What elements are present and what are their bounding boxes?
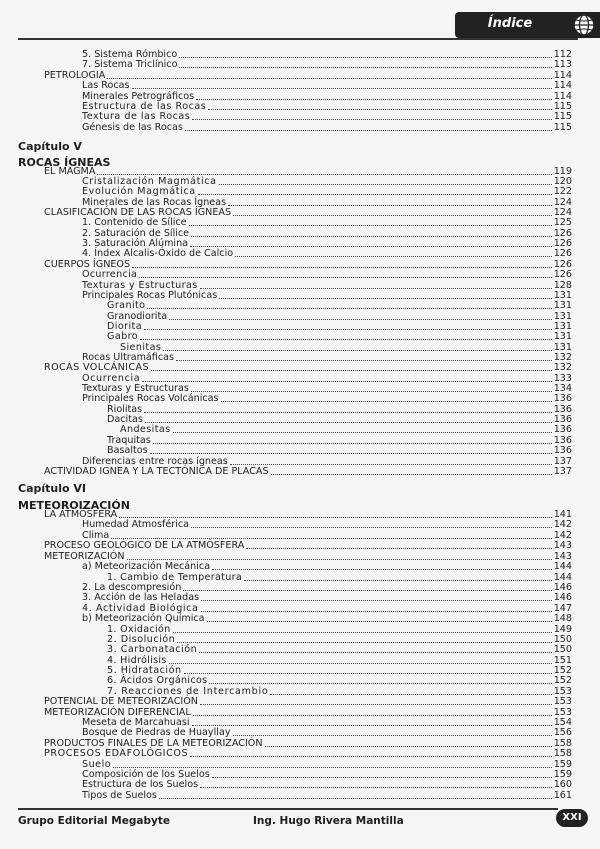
toc-entry (82, 122, 572, 133)
dot-leader (142, 381, 551, 382)
dot-leader (192, 119, 551, 120)
toc-entry-page: 161 (553, 790, 572, 801)
toc-entry-page: 112 (553, 49, 572, 60)
dot-leader (151, 370, 552, 371)
toc-entry-page: 126 (553, 269, 572, 280)
globe-icon (572, 13, 596, 37)
header-rule (18, 38, 578, 40)
dot-leader (119, 517, 551, 518)
toc-entry-page: 115 (553, 122, 572, 133)
toc-entry-title: Génesis de las Rocas (82, 122, 183, 133)
toc-entry-title: 5. Hidratación (107, 665, 182, 676)
toc-entry-page: 152 (553, 675, 572, 686)
toc-entry-title: Composición de los Suelos (82, 769, 210, 780)
toc-entry-title: Rocas Ultramáficas (82, 352, 174, 363)
toc-entry-title: PRODUCTOS FINALES DE LA METEORIZACIÓN (44, 738, 263, 749)
toc-entry-title: Minerales de las Rocas Ígneas (82, 197, 227, 208)
dot-leader (144, 412, 552, 413)
toc-entry-page: 144 (553, 561, 572, 572)
toc-entry-title: Granito (107, 300, 146, 311)
toc-entry-page: 156 (553, 727, 572, 738)
toc-entry-title: CUERPOS ÍGNEOS (44, 259, 131, 270)
toc-entry-title: b) Meteorización Química (82, 613, 205, 624)
toc-entry-page: 153 (553, 707, 572, 718)
toc-entry-page: 136 (553, 435, 572, 446)
dot-leader (219, 298, 551, 299)
toc-entry-page: 151 (553, 655, 572, 666)
toc-entry (44, 696, 572, 707)
dot-leader (201, 611, 552, 612)
toc-entry-page: 142 (553, 519, 572, 530)
toc-entry-title: Tipos de Suelos (82, 790, 157, 801)
toc-entry-page: 134 (553, 383, 572, 394)
dot-leader (185, 130, 552, 131)
toc-entry (107, 445, 572, 456)
dot-leader (189, 225, 552, 226)
toc-entry-title: Clima (82, 530, 110, 541)
toc-entry-title: Granodiorita (107, 311, 168, 322)
toc-entry-page: 147 (553, 603, 572, 614)
toc-entry-page: 124 (553, 207, 572, 218)
toc-entry-title: ACTIVIDAD IGNEA Y LA TECTÓNICA DE PLACAS (44, 466, 269, 477)
toc-entry-page: 152 (553, 665, 572, 676)
toc-entry (82, 217, 572, 228)
toc-entry-page: 143 (553, 551, 572, 562)
dot-leader (193, 715, 552, 716)
toc-entry-title: Andesitas (120, 424, 171, 435)
toc-entry (82, 779, 572, 790)
toc-entry-page: 124 (553, 197, 572, 208)
toc-entry-title: Diorita (107, 321, 142, 332)
chapter-heading: Capítulo V (18, 140, 82, 153)
toc-entry-title: Evolución Magmática (82, 186, 196, 197)
toc-entry-page: 150 (553, 644, 572, 655)
chapter-heading: Capítulo VI (18, 482, 86, 495)
publisher-name: Grupo Editorial Megabyte (18, 815, 170, 827)
toc-entry-page: 136 (553, 445, 572, 456)
toc-entry (82, 561, 572, 572)
dot-leader (190, 246, 552, 247)
dot-leader (179, 67, 551, 68)
toc-entry-title: Dacitas (107, 414, 143, 425)
chapter-heading: METEOROIZACIÓN (18, 499, 130, 512)
toc-entry-page: 143 (553, 540, 572, 551)
dot-leader (184, 673, 552, 674)
toc-entry (82, 393, 572, 404)
toc-entry-page: 144 (553, 572, 572, 583)
dot-leader (190, 756, 551, 757)
dot-leader (212, 569, 552, 570)
dot-leader (196, 99, 552, 100)
dot-leader (139, 277, 551, 278)
toc-entry-page: 131 (553, 300, 572, 311)
dot-leader (127, 559, 552, 560)
toc-entry-page: 150 (553, 634, 572, 645)
toc-entry-page: 133 (553, 373, 572, 384)
toc-entry-page: 113 (553, 59, 572, 70)
toc-entry-page: 141 (553, 509, 572, 520)
dot-leader (200, 704, 552, 705)
toc-entry (82, 790, 572, 801)
dot-leader (179, 57, 551, 58)
dot-leader (147, 308, 551, 309)
dot-leader (144, 329, 552, 330)
toc-entry (82, 111, 572, 122)
dot-leader (265, 746, 552, 747)
toc-entry-title: Principales Rocas Plutónicas (82, 290, 218, 301)
dot-leader (191, 391, 552, 392)
toc-entry-title: CLASIFICACIÓN DE LAS ROCAS ÍGNEAS (44, 207, 232, 218)
dot-leader (270, 694, 551, 695)
dot-leader (132, 267, 552, 268)
toc-entry-page: 137 (553, 466, 572, 477)
toc-entry-page: 126 (553, 228, 572, 239)
dot-leader (192, 725, 552, 726)
toc-entry-page: 136 (553, 393, 572, 404)
dot-leader (150, 453, 552, 454)
dot-leader (233, 215, 552, 216)
toc-entry-page: 132 (553, 352, 572, 363)
toc-entry-page: 159 (553, 759, 572, 770)
toc-entry (82, 59, 572, 70)
toc-entry (82, 269, 572, 280)
dot-leader (209, 683, 551, 684)
dot-leader (244, 580, 552, 581)
chapter-heading: ROCAS ÍGNEAS (18, 156, 111, 169)
toc-entry-page: 132 (553, 362, 572, 373)
toc-entry-page: 158 (553, 748, 572, 759)
toc-entry-title: 7. Sistema Triclínico (82, 59, 178, 70)
dot-leader (113, 767, 552, 768)
toc-entry-page: 120 (553, 176, 572, 187)
toc-entry-title: METEORIZACIÓN DIFERENCIAL (44, 707, 191, 718)
toc-entry-title: Meseta de Marcahuasi (82, 717, 190, 728)
toc-entry-title: 2. La descompresión (82, 582, 182, 593)
toc-entry-title: POTENCIAL DE METEORIZACIÓN (44, 696, 198, 707)
header-title: Índice (487, 16, 533, 31)
dot-leader (230, 464, 552, 465)
toc-entry-title: 4. Actividad Biológica (82, 603, 199, 614)
dot-leader (111, 538, 551, 539)
toc-entry-page: 126 (553, 248, 572, 259)
toc-entry (120, 424, 572, 435)
toc-entry-page: 114 (553, 80, 572, 91)
toc-entry-page: 154 (553, 717, 572, 728)
toc-entry (82, 592, 572, 603)
dot-leader (176, 360, 552, 361)
toc-entry (82, 519, 572, 530)
toc-entry-page: 136 (553, 424, 572, 435)
toc-entry-title: Estructura de las Rocas (82, 101, 207, 112)
page-number-badge: XXI (556, 809, 588, 827)
dot-leader (97, 174, 551, 175)
toc-entry-title: 3. Saturación Alúmina (82, 238, 189, 249)
toc-entry-title: Las Rocas (82, 80, 130, 91)
toc-entry-title: 1. Contenido de Sílice (82, 217, 187, 228)
toc-entry (107, 675, 572, 686)
toc-entry (44, 748, 572, 759)
toc-entry (82, 186, 572, 197)
dot-leader (173, 432, 552, 433)
toc-entry-title: ROCAS VOLCÁNICAS (44, 362, 149, 373)
dot-leader (212, 777, 552, 778)
toc-entry-title: 6. Ácidos Orgánicos (107, 675, 208, 686)
toc-entry-page: 136 (553, 404, 572, 415)
toc-entry-page: 114 (553, 91, 572, 102)
dot-leader (145, 422, 552, 423)
toc-entry-title: Suelo (82, 759, 112, 770)
dot-leader (246, 548, 551, 549)
toc-entry-title: 3. Carbonatación (107, 644, 198, 655)
toc-entry-page: 131 (553, 290, 572, 301)
toc-entry-page: 125 (553, 217, 572, 228)
toc-entry-page: 131 (553, 321, 572, 332)
dot-leader (271, 474, 552, 475)
toc-entry-page: 126 (553, 259, 572, 270)
dot-leader (169, 663, 552, 664)
author-name: Ing. Hugo Rivera Mantilla (253, 815, 404, 827)
toc-entry (82, 727, 572, 738)
toc-entry-page: 149 (553, 624, 572, 635)
dot-leader (235, 256, 552, 257)
toc-entry (82, 248, 572, 259)
toc-entry-page: 115 (553, 111, 572, 122)
toc-entry-title: PETROLOGIA (44, 70, 106, 81)
toc-entry-title: Texturas y Estructuras (82, 280, 198, 291)
dot-leader (199, 652, 552, 653)
footer-rule (18, 808, 558, 810)
toc-entry-page: 131 (553, 311, 572, 322)
toc-entry-page: 131 (553, 331, 572, 342)
toc-entry-page: 153 (553, 686, 572, 697)
dot-leader (173, 632, 552, 633)
dot-leader (200, 288, 552, 289)
toc-entry (82, 613, 572, 624)
toc-entry-title: Humedad Atmosférica (82, 519, 190, 530)
toc-entry-page: 153 (553, 696, 572, 707)
toc-entry-title: a) Meteorización Mecánica (82, 561, 211, 572)
dot-leader (132, 88, 552, 89)
toc-entry-page: 136 (553, 414, 572, 425)
dot-leader (191, 527, 552, 528)
toc-entry-page: 159 (553, 769, 572, 780)
toc-entry (44, 540, 572, 551)
toc-entry-title: Riolitas (107, 404, 143, 415)
toc-entry-page: 122 (553, 186, 572, 197)
dot-leader (207, 621, 552, 622)
toc-entry-title: 1. Cambio de Temperatura (107, 572, 242, 583)
toc-entry-title: Traquitas (107, 435, 151, 446)
toc-entry (82, 80, 572, 91)
toc-entry-page: 137 (553, 456, 572, 467)
dot-leader (140, 339, 552, 340)
toc-entry-title: EL MAGMA (44, 166, 96, 177)
dot-leader (219, 184, 552, 185)
dot-leader (191, 236, 552, 237)
toc-entry-title: Principales Rocas Volcánicas (82, 393, 219, 404)
toc-entry (44, 466, 572, 477)
toc-entry-page: 146 (553, 582, 572, 593)
header-band (455, 12, 600, 38)
toc-entry-page: 114 (553, 70, 572, 81)
toc-entry-title: METEORIZACIÓN (44, 551, 125, 562)
dot-leader (201, 600, 552, 601)
toc-entry-title: 1. Oxidación (107, 624, 171, 635)
dot-leader (153, 443, 552, 444)
toc-entry-title: Gabro (107, 331, 139, 342)
toc-entry-title: Diferencias entre rocas ígneas (82, 456, 228, 467)
dot-leader (228, 205, 552, 206)
toc-entry-title: 2. Disolución (107, 634, 176, 645)
toc-entry-title: Estructura de los Suelos (82, 779, 199, 790)
toc-entry-title: Sienitas (120, 342, 162, 353)
toc-entry-title: 2. Saturación de Sílice (82, 228, 190, 239)
toc-entry-title: PROCESOS EDAFOLÓGICOS (44, 748, 189, 759)
toc-entry-title: Ocurrencia (82, 373, 141, 384)
dot-leader (200, 787, 552, 788)
toc-entry (107, 331, 572, 342)
dot-leader (208, 109, 551, 110)
toc-entry-title: 4. Índex Alcalis-Óxido de Calcio (82, 248, 234, 259)
toc-entry-title: 3. Acción de las Heladas (82, 592, 200, 603)
toc-entry-page: 131 (553, 342, 572, 353)
toc-entry-title: Bosque de Piedras de Huayllay (82, 727, 231, 738)
toc-entry-page: 142 (553, 530, 572, 541)
toc-entry-title: Cristalización Magmática (82, 176, 217, 187)
toc-entry-title: Ocurrencia (82, 269, 138, 280)
toc-entry-title: 7. Reacciones de Intercambio (107, 686, 269, 697)
toc-entry-title: Textura de las Rocas (82, 111, 191, 122)
toc-entry (107, 300, 572, 311)
dot-leader (198, 194, 552, 195)
toc-entry-page: 158 (553, 738, 572, 749)
toc-entry-title: Basaltos (107, 445, 148, 456)
toc-entry-title: Minerales Petrográficos (82, 91, 195, 102)
toc-entry-page: 128 (553, 280, 572, 291)
toc-entry-title: 5. Sistema Rómbico (82, 49, 178, 60)
toc-entry-page: 115 (553, 101, 572, 112)
toc-entry-page: 160 (553, 779, 572, 790)
dot-leader (169, 319, 552, 320)
dot-leader (107, 78, 551, 79)
toc-entry (107, 644, 572, 655)
dot-leader (177, 642, 551, 643)
dot-leader (159, 798, 552, 799)
toc-entry-title: PROCESO GEOLÓGICO DE LA ATMÓSFERA (44, 540, 245, 551)
toc-entry-title: 4. Hidrólisis (107, 655, 167, 666)
toc-entry-page: 119 (553, 166, 572, 177)
toc-entry-title: Texturas y Estructuras (82, 383, 189, 394)
toc-entry-page: 126 (553, 238, 572, 249)
dot-leader (163, 350, 551, 351)
dot-leader (233, 735, 552, 736)
dot-leader (183, 590, 551, 591)
toc-entry-page: 148 (553, 613, 572, 624)
dot-leader (221, 401, 552, 402)
toc-entry (44, 362, 572, 373)
toc-entry-title: LA ATMÓSFERA (44, 509, 118, 520)
toc-entry-page: 146 (553, 592, 572, 603)
